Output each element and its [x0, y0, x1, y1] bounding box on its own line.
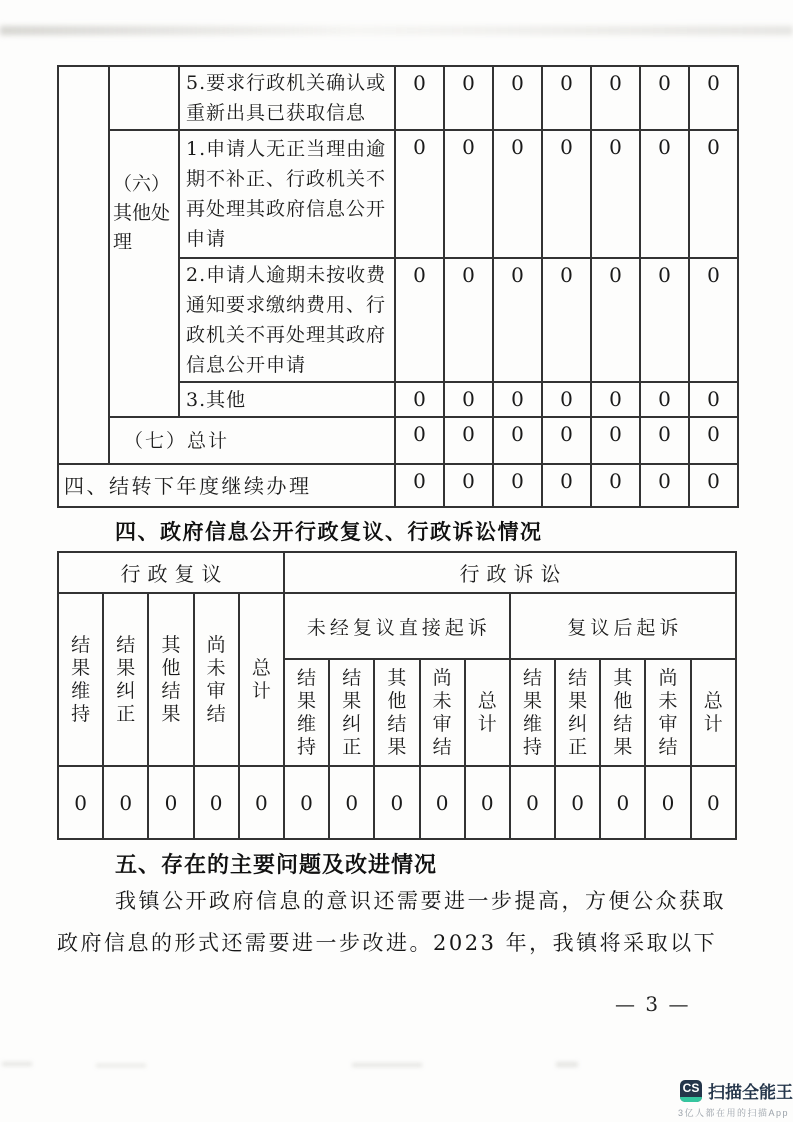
column-header-cell	[691, 659, 736, 766]
value-cell: 0	[284, 766, 329, 839]
value-cell: 0	[591, 382, 640, 417]
value-cell: 0	[640, 464, 689, 507]
body-paragraph-line: 我镇公开政府信息的意识还需要进一步提高，方便公众获取	[115, 889, 726, 913]
brand-name: 扫描全能王	[708, 1083, 793, 1102]
scan-artifact	[352, 1063, 422, 1067]
value-cell: 0	[329, 766, 374, 839]
row-label: 3.其他	[179, 382, 395, 417]
value-cell: 0	[493, 464, 542, 507]
value-cell: 0	[493, 258, 542, 382]
logo-green-bar	[680, 1097, 702, 1102]
value-cell: 0	[640, 382, 689, 417]
value-cell: 0	[591, 417, 640, 464]
column-header-text: 其他结果	[161, 633, 181, 725]
table-row	[58, 66, 738, 130]
column-header-cell	[329, 659, 374, 766]
subgroup-header-direct: 未经复议直接起诉	[284, 593, 510, 659]
column-header-text: 结果纠正	[116, 633, 136, 725]
watermark-row	[680, 1078, 793, 1103]
value-cell: 0	[689, 417, 738, 464]
value-cell: 0	[591, 130, 640, 258]
value-cell: 0	[640, 258, 689, 382]
column-header-text: 其他结果	[387, 666, 407, 758]
table-row	[58, 766, 736, 839]
value-cell: 0	[689, 258, 738, 382]
column-header-cell	[284, 659, 329, 766]
value-cell: 0	[395, 130, 444, 258]
column-header-text: 结果纠正	[568, 666, 588, 758]
row-label: 2.申请人逾期未按收费通知要求缴纳费用、行政机关不再处理其政府信息公开申请	[179, 258, 395, 382]
column-header-cell	[600, 659, 645, 766]
value-cell: 0	[239, 766, 284, 839]
value-cell: 0	[689, 464, 738, 507]
section5-title: 五、存在的主要问题及改进情况	[115, 852, 438, 877]
value-cell: 0	[640, 417, 689, 464]
watermark-slogan: 3亿人都在用的扫描App	[678, 1108, 790, 1118]
value-cell: 0	[103, 766, 148, 839]
value-cell: 0	[645, 766, 690, 839]
page-number: — 3 —	[615, 992, 691, 1016]
value-cell: 0	[420, 766, 465, 839]
value-cell: 0	[542, 130, 591, 258]
watermark-brand-text	[708, 1078, 793, 1103]
value-cell: 0	[444, 66, 493, 130]
value-cell: 0	[194, 766, 239, 839]
value-cell: 0	[689, 382, 738, 417]
group-header-lawsuit: 行政诉讼	[284, 552, 736, 593]
column-header-cell	[194, 593, 239, 766]
scan-artifact	[96, 1064, 146, 1067]
value-cell: 0	[148, 766, 193, 839]
total-row-label: （七）总计	[109, 417, 395, 464]
column-header-text: 总计	[251, 656, 271, 702]
logo-letters: CS	[682, 1080, 700, 1095]
application-processing-table	[57, 65, 739, 508]
column-header-cell	[645, 659, 690, 766]
table-row	[58, 464, 738, 507]
column-header-cell	[148, 593, 193, 766]
column-header-text: 尚未审结	[432, 666, 452, 758]
value-cell: 0	[640, 66, 689, 130]
column-header-text: 尚未审结	[206, 633, 226, 725]
row-label: 1.申请人无正当理由逾期不补正、行政机关不再处理其政府信息公开申请	[179, 130, 395, 258]
value-cell: 0	[510, 766, 555, 839]
value-cell: 0	[691, 766, 736, 839]
value-cell: 0	[444, 258, 493, 382]
value-cell: 0	[465, 766, 510, 839]
scan-artifact	[0, 26, 793, 35]
group-label-cell: （六）其他处理	[109, 130, 179, 417]
value-cell: 0	[542, 417, 591, 464]
value-cell: 0	[555, 766, 600, 839]
scan-artifact	[556, 1062, 578, 1067]
value-cell: 0	[444, 417, 493, 464]
column-header-cell	[374, 659, 419, 766]
value-cell: 0	[640, 130, 689, 258]
column-header-cell	[58, 593, 103, 766]
value-cell: 0	[493, 417, 542, 464]
camscanner-watermark	[680, 1078, 793, 1119]
group-header-review: 行政复议	[58, 552, 284, 593]
value-cell: 0	[542, 258, 591, 382]
value-cell: 0	[395, 258, 444, 382]
value-cell: 0	[591, 464, 640, 507]
column-header-cell	[103, 593, 148, 766]
table-row	[58, 552, 736, 593]
column-header-text: 结果维持	[297, 666, 317, 758]
section4-title: 四、政府信息公开行政复议、行政诉讼情况	[115, 521, 543, 544]
column-header-cell	[239, 593, 284, 766]
reconsideration-litigation-table	[57, 551, 737, 840]
carryover-row-label: 四、结转下年度继续办理	[58, 464, 395, 507]
value-cell: 0	[395, 417, 444, 464]
prev-group-empty-cell	[109, 66, 179, 130]
value-cell: 0	[689, 130, 738, 258]
value-cell: 0	[591, 258, 640, 382]
column-header-cell	[465, 659, 510, 766]
table-row	[58, 417, 738, 464]
column-header-text: 其他结果	[613, 666, 633, 758]
value-cell: 0	[493, 66, 542, 130]
column-header-text: 结果纠正	[342, 666, 362, 758]
column-header-text: 总计	[703, 689, 723, 735]
subgroup-header-after-review: 复议后起诉	[510, 593, 736, 659]
value-cell: 0	[600, 766, 645, 839]
table-row	[58, 130, 738, 258]
scan-artifact	[2, 1062, 32, 1066]
column-header-text: 结果维持	[522, 666, 542, 758]
column-header-text: 总计	[477, 689, 497, 735]
row-label: 5.要求行政机关确认或重新出具已获取信息	[179, 66, 395, 130]
value-cell: 0	[542, 464, 591, 507]
column-header-cell	[420, 659, 465, 766]
value-cell: 0	[395, 66, 444, 130]
value-cell: 0	[395, 382, 444, 417]
value-cell: 0	[542, 66, 591, 130]
value-cell: 0	[395, 464, 444, 507]
value-cell: 0	[493, 130, 542, 258]
value-cell: 0	[444, 130, 493, 258]
column-header-cell	[510, 659, 555, 766]
value-cell: 0	[689, 66, 738, 130]
left-category-cell	[58, 66, 109, 464]
body-paragraph-line: 政府信息的形式还需要进一步改进。2023 年，我镇将采取以下	[57, 931, 718, 955]
column-header-cell	[555, 659, 600, 766]
column-header-text: 结果维持	[71, 633, 91, 725]
camscanner-logo-icon	[680, 1080, 702, 1102]
value-cell: 0	[58, 766, 103, 839]
value-cell: 0	[444, 464, 493, 507]
value-cell: 0	[591, 66, 640, 130]
value-cell: 0	[444, 382, 493, 417]
value-cell: 0	[493, 382, 542, 417]
value-cell: 0	[542, 382, 591, 417]
column-header-text: 尚未审结	[658, 666, 678, 758]
value-cell: 0	[374, 766, 419, 839]
table-row	[58, 593, 736, 659]
